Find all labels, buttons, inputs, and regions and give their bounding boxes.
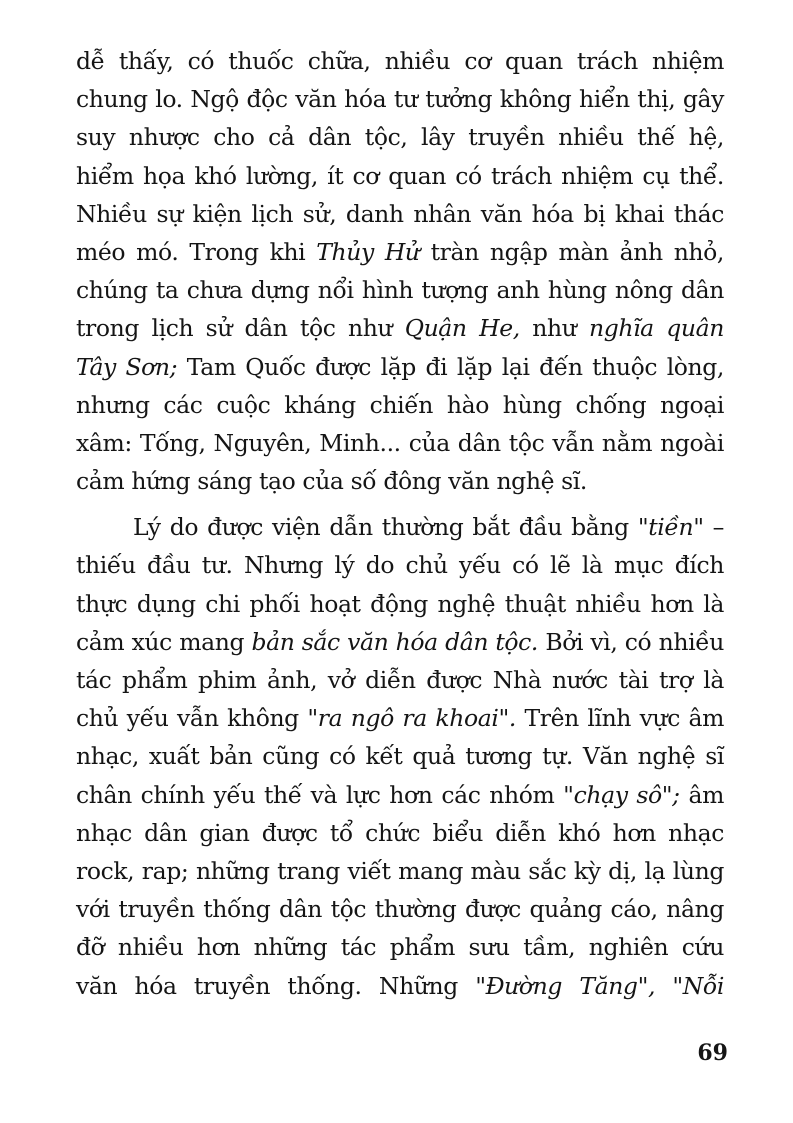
text-segment: với truyền thống dân tộc thường được quảng cáo, nâng [76,895,724,924]
italic-text-segment: nghĩa quân [588,314,724,343]
text-line [76,967,724,1005]
text-line [76,195,724,233]
text-segment: hiểm họa khó lường, ít cơ quan có trách nhiệm cụ thể. [76,161,724,190]
text-line [76,890,724,928]
text-segment: cảm hứng sáng tạo của số đông văn nghệ sĩ. [76,467,587,496]
italic-text-segment: bản sắc văn hóa dân tộc. [251,627,539,656]
text-segment: – [703,513,725,542]
text-segment: chủ yếu vẫn không [76,704,308,733]
text-segment: chân chính yếu thế và lực hơn các nhóm [76,780,564,809]
text-segment: đỡ nhiều hơn những tác phẩm sưu tầm, nghiên cứu [76,933,724,962]
text-line [76,233,724,271]
text-segment: nhạc dân gian được tổ chức biểu diễn khó hơn nhạc [76,818,724,847]
text-line [76,814,724,852]
text-line [76,386,724,424]
text-line [76,80,724,118]
paragraph-2 [76,508,724,1004]
text-line [76,309,724,347]
text-segment: văn hóa truyền thống. Những [76,971,476,1000]
text-segment: thực dụng chi phối hoạt động nghệ thuật nhiều hơn là [76,589,724,618]
text-segment: tràn ngập màn ảnh nhỏ, [419,237,724,266]
italic-text-segment: "tiền" [637,513,704,542]
text-segment: cảm xúc mang [76,627,252,656]
text-line [76,508,724,546]
text-segment: nhưng các cuộc kháng chiến hào hùng chống ngoại [76,390,724,419]
text-line [76,737,724,775]
text-segment: Trên lĩnh vực âm [515,704,724,733]
text-line [76,424,724,462]
text-line [76,585,724,623]
text-line [76,546,724,584]
text-line [76,852,724,890]
text-line [76,928,724,966]
italic-text-segment: "chạy sô"; [563,780,680,809]
text-line [76,699,724,737]
text-line [76,42,724,80]
italic-text-segment: Quận He, [404,314,520,343]
text-line [76,348,724,386]
text-segment: méo mó. Trong khi [76,237,317,266]
text-line [76,623,724,661]
text-line [76,661,724,699]
text-segment: xâm: Tống, Nguyên, Minh... của dân tộc vẫn nằm ngoài [76,428,724,457]
text-segment: Lý do được viện dẫn thường bắt đầu bằng [133,513,638,542]
text-segment: Tam Quốc được lặp đi lặp lại đến thuộc lòng, [177,352,725,381]
text-segment: Nhiều sự kiện lịch sử, danh nhân văn hóa bị khai thác [76,199,724,228]
text-line [76,157,724,195]
text-segment: chung lo. Ngộ độc văn hóa tư tưởng không hiển thị, gây [76,85,724,114]
italic-text-segment: Tây Sơn; [76,352,178,381]
body-text [76,42,724,1005]
text-segment: chúng ta chưa dựng nổi hình tượng anh hùng nông dân [76,276,724,305]
text-segment: âm [679,780,724,809]
italic-text-segment: Thủy Hử [316,237,420,266]
text-segment: như [519,314,589,343]
text-line [76,118,724,156]
text-segment: Bởi vì, có nhiều [538,627,724,656]
text-segment: dễ thấy, có thuốc chữa, nhiều cơ quan trách nhiệm [76,47,724,75]
page-number: 69 [697,1040,728,1066]
text-segment: trong lịch sử dân tộc như [76,314,405,343]
text-segment: suy nhược cho cả dân tộc, lây truyền nhiều thế hệ, [76,123,724,152]
text-segment: thiếu đầu tư. Nhưng lý do chủ yếu có lẽ là mục đích [76,551,724,580]
text-segment: nhạc, xuất bản cũng có kết quả tương tự. Văn nghệ sĩ [76,742,724,771]
text-segment: tác phẩm phim ảnh, vở diễn được Nhà nước tài trợ là [76,666,724,694]
text-line [76,462,724,500]
text-line [76,776,724,814]
italic-text-segment: "ra ngô ra khoai". [307,704,516,733]
paragraph-1 [76,42,724,500]
italic-text-segment: "Đường Tăng", "Nỗi [475,971,724,1000]
text-line [76,271,724,309]
text-segment: rock, rap; những trang viết mang màu sắc kỳ dị, lạ lùng [76,856,724,885]
